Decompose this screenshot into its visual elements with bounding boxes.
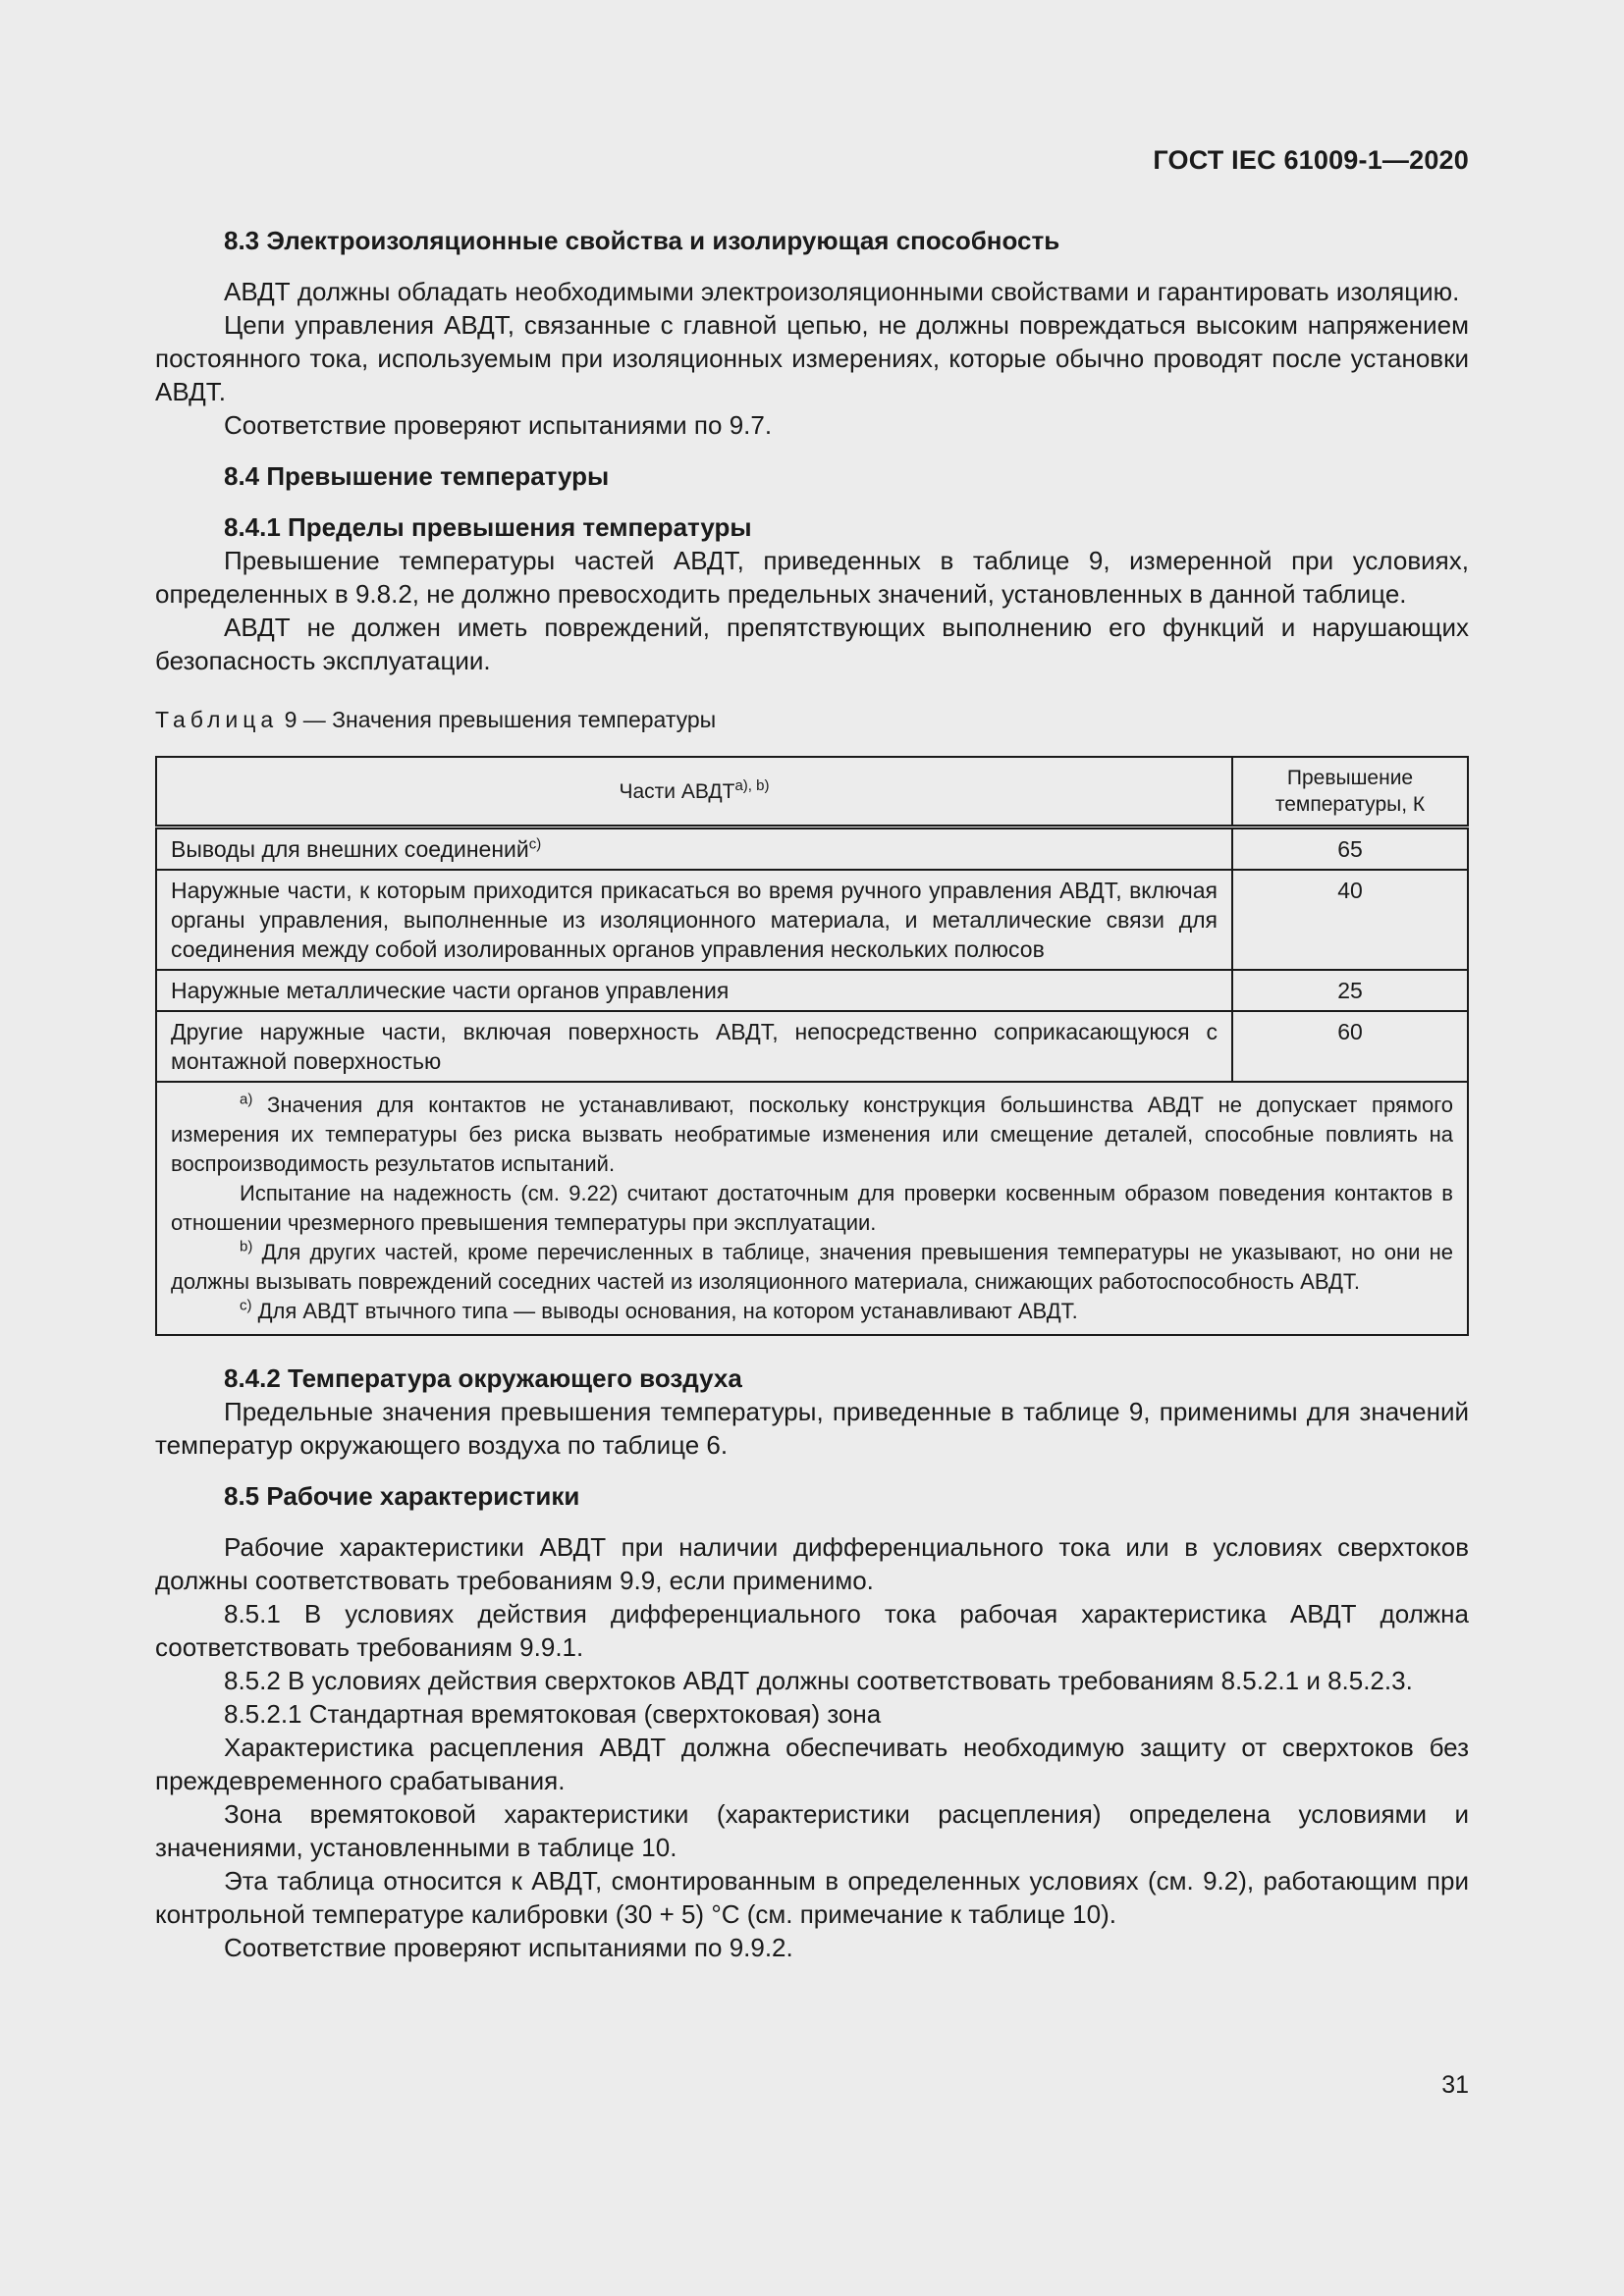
row-value: 65	[1232, 828, 1468, 871]
table-row	[156, 1011, 1468, 1082]
section-8-5-paragraph-8: Соответствие проверяют испытаниями по 9.9.2.	[224, 1933, 793, 1962]
footnote-c: $^{c)}$ Для АВДТ втычного типа — выводы основания, на котором устанавливают АВДТ.	[240, 1297, 1078, 1323]
table-caption-word: Таблица	[155, 707, 279, 732]
section-8-5-paragraph-5: Характеристика расцепления АВДТ должна обеспечивать необходимую защиту от сверхтоков без преждевременного срабатывания.	[155, 1733, 1469, 1795]
row-part: Наружные части, к которым приходится прикасаться во время ручного управления АВДТ, включая органы управления, выполненные из изоляционного материала, и металлические связи для соединения между собой изолированных органов управления нескольких полюсов	[156, 870, 1232, 970]
table-9	[155, 756, 1469, 1336]
table-header-row	[156, 757, 1468, 828]
footnote-b: $^{b)}$ Для других частей, кроме перечисленных в таблице, значения превышения температуры не указывают, но они не должны вызывать повреждений соседних частей из изоляционного материала, снижающих работоспособность АВДТ.	[171, 1238, 1453, 1294]
section-8-4-1-paragraph-1: Превышение температуры частей АВДТ, приведенных в таблице 9, измеренной при условиях, определенных в 9.8.2, не должно превосходить предельных значений, установленных в данной таблице.	[155, 546, 1469, 609]
page-content	[155, 224, 1469, 1964]
row-value: 40	[1232, 870, 1468, 970]
header-temperature-rise: Превышение температуры, К	[1232, 757, 1468, 828]
section-8-3-title: 8.3 Электроизоляционные свойства и изолирующая способность	[224, 226, 1060, 255]
section-8-4-2-title: 8.4.2 Температура окружающего воздуха	[224, 1363, 742, 1393]
document-standard-header: ГОСТ IEC 61009-1—2020	[1153, 145, 1469, 175]
table-row	[156, 828, 1468, 871]
section-8-3-paragraph-2: Цепи управления АВДТ, связанные с главной цепью, не должны повреждаться высоким напряжением постоянного тока, используемым при изоляционных измерениях, которые обычно проводят после установки АВДТ.	[155, 310, 1469, 406]
header-parts: Части $АВДТ^{a), b)}$	[156, 757, 1232, 828]
page-number: 31	[1441, 2071, 1469, 2099]
section-8-5-paragraph-7: Эта таблица относится к АВДТ, смонтированным в определенных условиях (см. 9.2), работающим при контрольной температуре калибровки (30 + 5) °С (см. примечание к таблице 10).	[155, 1866, 1469, 1929]
table-9-caption	[155, 703, 1469, 736]
table-footnotes	[156, 1082, 1468, 1335]
section-8-4-2-paragraph-1: Предельные значения превышения температуры, приведенные в таблице 9, применимы для значений температур окружающего воздуха по таблице 6.	[155, 1397, 1469, 1460]
section-8-3-paragraph-3: Соответствие проверяют испытаниями по 9.7.	[224, 410, 773, 440]
section-8-4-1-title: 8.4.1 Пределы превышения температуры	[224, 512, 752, 542]
table-footnotes-row	[156, 1082, 1468, 1335]
row-part: Выводы для внешних соединений$^{c)}$	[156, 828, 1232, 871]
section-8-5-paragraph-1: Рабочие характеристики АВДТ при наличии дифференциального тока или в условиях сверхтоков должны соответствовать требованиям 9.9, если применимо.	[155, 1532, 1469, 1595]
footnote-a: $^{a)}$ Значения для контактов не устанавливают, поскольку конструкция большинства АВДТ не допускает прямого измерения их температуры без риска вызвать необратимые изменения или смещение деталей, способные повлиять на воспроизводимость результатов испытаний.	[171, 1091, 1453, 1176]
section-8-5-paragraph-4: 8.5.2.1 Стандартная времятоковая (сверхтоковая) зона	[224, 1699, 882, 1729]
table-caption-text: 9 — Значения превышения температуры	[284, 707, 717, 732]
row-part: Наружные металлические части органов управления	[156, 970, 1232, 1011]
section-8-4-title: 8.4 Превышение температуры	[224, 461, 610, 491]
footnote-a-continued: Испытание на надежность (см. 9.22) считают достаточным для проверки косвенным образом поведения контактов в отношении чрезмерного превышения температуры при эксплуатации.	[171, 1181, 1453, 1235]
section-8-4-1-paragraph-2: АВДТ не должен иметь повреждений, препятствующих выполнению его функций и нарушающих безопасность эксплуатации.	[155, 613, 1469, 675]
section-8-5-paragraph-6: Зона времятоковой характеристики (характеристики расцепления) определена условиями и значениями, установленными в таблице 10.	[155, 1799, 1469, 1862]
row-part: Другие наружные части, включая поверхность АВДТ, непосредственно соприкасающуюся с монтажной поверхностью	[156, 1011, 1232, 1082]
section-8-5-title: 8.5 Рабочие характеристики	[224, 1481, 580, 1511]
section-8-3-paragraph-1: АВДТ должны обладать необходимыми электроизоляционными свойствами и гарантировать изоляцию.	[224, 277, 1460, 306]
table-row	[156, 870, 1468, 970]
table-row	[156, 970, 1468, 1011]
row-value: 25	[1232, 970, 1468, 1011]
section-8-5-paragraph-3: 8.5.2 В условиях действия сверхтоков АВДТ должны соответствовать требованиям 8.5.2.1 и 8.5.2.3.	[224, 1666, 1413, 1695]
section-8-5-paragraph-2: 8.5.1 В условиях действия дифференциального тока рабочая характеристика АВДТ должна соответствовать требованиям 9.9.1.	[155, 1599, 1469, 1662]
row-value: 60	[1232, 1011, 1468, 1082]
